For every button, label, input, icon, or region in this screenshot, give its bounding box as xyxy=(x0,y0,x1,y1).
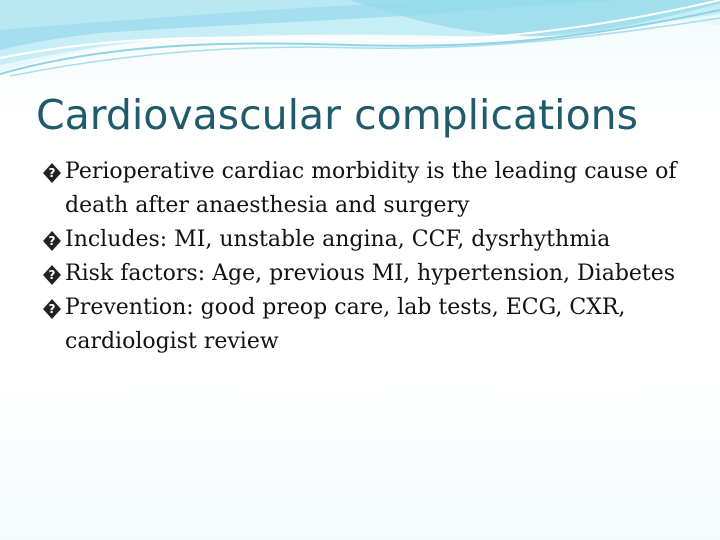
bullet-item xyxy=(42,257,702,291)
slide-title: Cardiovascular complications xyxy=(36,91,639,139)
bullet-text: Risk factors: Age, previous MI, hypertension, Diabetes xyxy=(65,261,676,286)
bullet-item xyxy=(42,155,702,223)
svg-text:?: ? xyxy=(48,302,56,316)
svg-text:?: ? xyxy=(48,166,56,180)
replacement-character-icon xyxy=(42,162,62,184)
replacement-character-icon xyxy=(42,264,62,286)
svg-text:?: ? xyxy=(48,234,56,248)
header-wave-decoration xyxy=(0,0,720,90)
bullet-text: Prevention: good preop care, lab tests, ECG, CXR, cardiologist review xyxy=(65,295,626,354)
bullet-text: Perioperative cardiac morbidity is the leading cause of death after anaesthesia and surgery xyxy=(65,159,677,218)
svg-text:?: ? xyxy=(48,268,56,282)
replacement-character-icon xyxy=(42,230,62,252)
replacement-character-icon xyxy=(42,298,62,320)
bullet-item xyxy=(42,291,702,359)
bullet-text: Includes: MI, unstable angina, CCF, dysrhythmia xyxy=(65,227,611,252)
bullet-item xyxy=(42,223,702,257)
bullet-list xyxy=(42,155,702,359)
